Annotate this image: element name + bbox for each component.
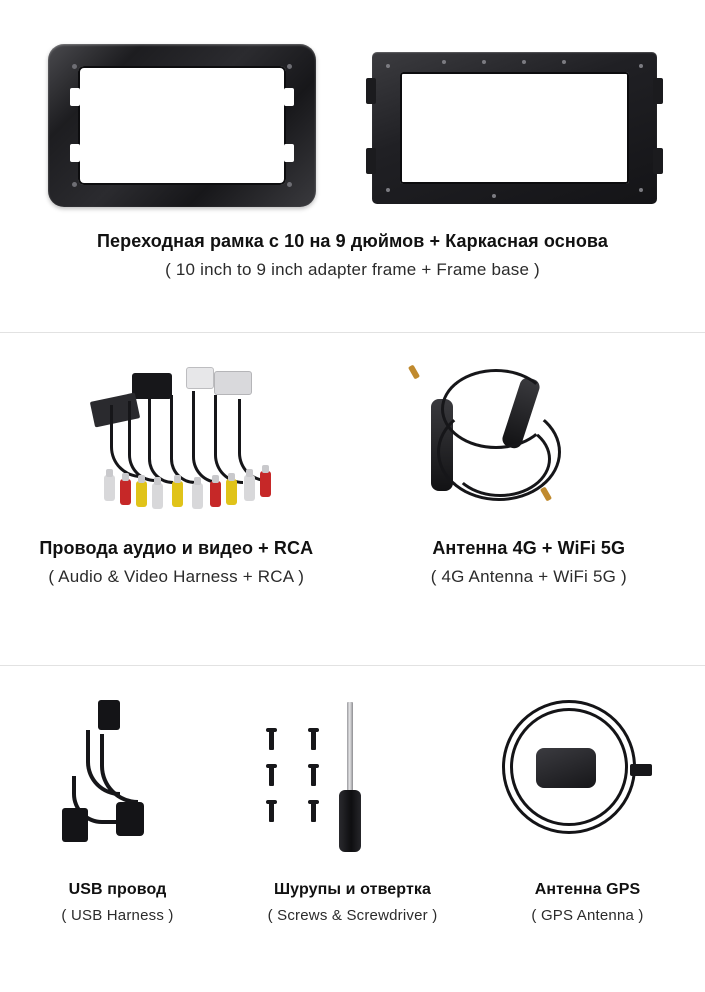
gps-artwork: [470, 690, 705, 880]
screw-hole-icon: [492, 194, 496, 198]
screw-icon: [311, 764, 316, 786]
screw-hole-icon: [72, 182, 77, 187]
rca-plug-yellow-icon: [226, 479, 237, 505]
grey-connector-icon: [214, 371, 252, 395]
item-usb-harness: [0, 690, 235, 926]
rca-plug-white-icon: [104, 475, 115, 501]
frame-notch-icon: [70, 144, 80, 162]
product-contents-page: [0, 22, 705, 992]
harness-artwork: [0, 359, 353, 537]
antenna-caption-en: ( 4G Antenna + WiFi 5G ): [359, 566, 700, 588]
section-harness-antenna: [0, 333, 705, 665]
screwdriver-caption-ru: Шурупы и отвертка: [241, 880, 464, 900]
screw-icon: [269, 800, 274, 822]
harness-caption: [0, 537, 353, 588]
screw-hole-icon: [442, 60, 446, 64]
gps-caption-en: ( GPS Antenna ): [476, 906, 699, 926]
usb-caption: [0, 880, 235, 926]
frames-caption-ru: Переходная рамка с 10 на 9 дюймов + Каркасная основа: [6, 230, 699, 253]
screw-hole-icon: [482, 60, 486, 64]
mount-tab-icon: [366, 148, 376, 174]
gps-plug-icon: [630, 764, 652, 776]
screw-icon: [311, 800, 316, 822]
rca-plug-white-icon: [152, 483, 163, 509]
frames-caption: [0, 230, 705, 281]
frame-notch-icon: [70, 88, 80, 106]
screw-hole-icon: [72, 64, 77, 69]
usb-artwork: [0, 690, 235, 880]
frames-artwork: [0, 22, 705, 212]
mount-tab-icon: [653, 148, 663, 174]
harness-caption-ru: Провода аудио и видео + RCA: [6, 537, 347, 560]
item-screws-screwdriver: [235, 690, 470, 926]
screw-hole-icon: [386, 188, 390, 192]
frames-caption-en: ( 10 inch to 9 inch adapter frame + Frame base ): [6, 259, 699, 281]
screwdriver-artwork: [235, 690, 470, 880]
screw-hole-icon: [639, 188, 643, 192]
item-gps-antenna: [470, 690, 705, 926]
screw-hole-icon: [287, 64, 292, 69]
usb-caption-en: ( USB Harness ): [6, 906, 229, 926]
rca-plug-yellow-icon: [136, 481, 147, 507]
antenna-connector-icon: [539, 486, 551, 501]
screw-hole-icon: [522, 60, 526, 64]
screw-hole-icon: [287, 182, 292, 187]
screw-icon: [269, 764, 274, 786]
usb-caption-ru: USB провод: [6, 880, 229, 900]
gps-caption: [470, 880, 705, 926]
antenna-artwork: [353, 359, 705, 537]
harness-caption-en: ( Audio & Video Harness + RCA ): [6, 566, 347, 588]
rca-plug-red-icon: [210, 481, 221, 507]
screw-hole-icon: [562, 60, 566, 64]
screw-hole-icon: [386, 64, 390, 68]
frame-notch-icon: [284, 88, 294, 106]
screwdriver-caption-en: ( Screws & Screwdriver ): [241, 906, 464, 926]
item-audio-video-harness: [0, 359, 353, 588]
iso-connector-icon: [132, 373, 172, 399]
gps-caption-ru: Антенна GPS: [476, 880, 699, 900]
rca-plug-red-icon: [260, 471, 271, 497]
section-accessories: [0, 666, 705, 966]
rca-plug-white-icon: [192, 483, 203, 509]
screw-icon: [311, 728, 316, 750]
screwdriver-shaft-icon: [347, 702, 353, 794]
usb-socket-icon: [116, 802, 144, 836]
white-connector-icon: [186, 367, 214, 389]
item-4g-wifi-antenna: [353, 359, 705, 588]
usb-socket-icon: [62, 808, 88, 842]
gps-puck-icon: [536, 748, 596, 788]
adapter-frame-image: [48, 44, 316, 207]
screwdriver-handle-icon: [339, 790, 361, 852]
section-frames: [0, 22, 705, 322]
rca-plug-white-icon: [244, 475, 255, 501]
screw-hole-icon: [639, 64, 643, 68]
screw-icon: [269, 728, 274, 750]
mount-tab-icon: [366, 78, 376, 104]
antenna-caption-ru: Антенна 4G + WiFi 5G: [359, 537, 700, 560]
frame-base-image: [372, 52, 657, 204]
frame-notch-icon: [284, 144, 294, 162]
rca-plug-yellow-icon: [172, 481, 183, 507]
antenna-cable-icon: [449, 421, 551, 497]
mount-tab-icon: [653, 78, 663, 104]
antenna-connector-icon: [407, 364, 419, 379]
rca-plug-red-icon: [120, 479, 131, 505]
usb-plug-icon: [98, 700, 120, 730]
screwdriver-caption: [235, 880, 470, 926]
antenna-caption: [353, 537, 705, 588]
